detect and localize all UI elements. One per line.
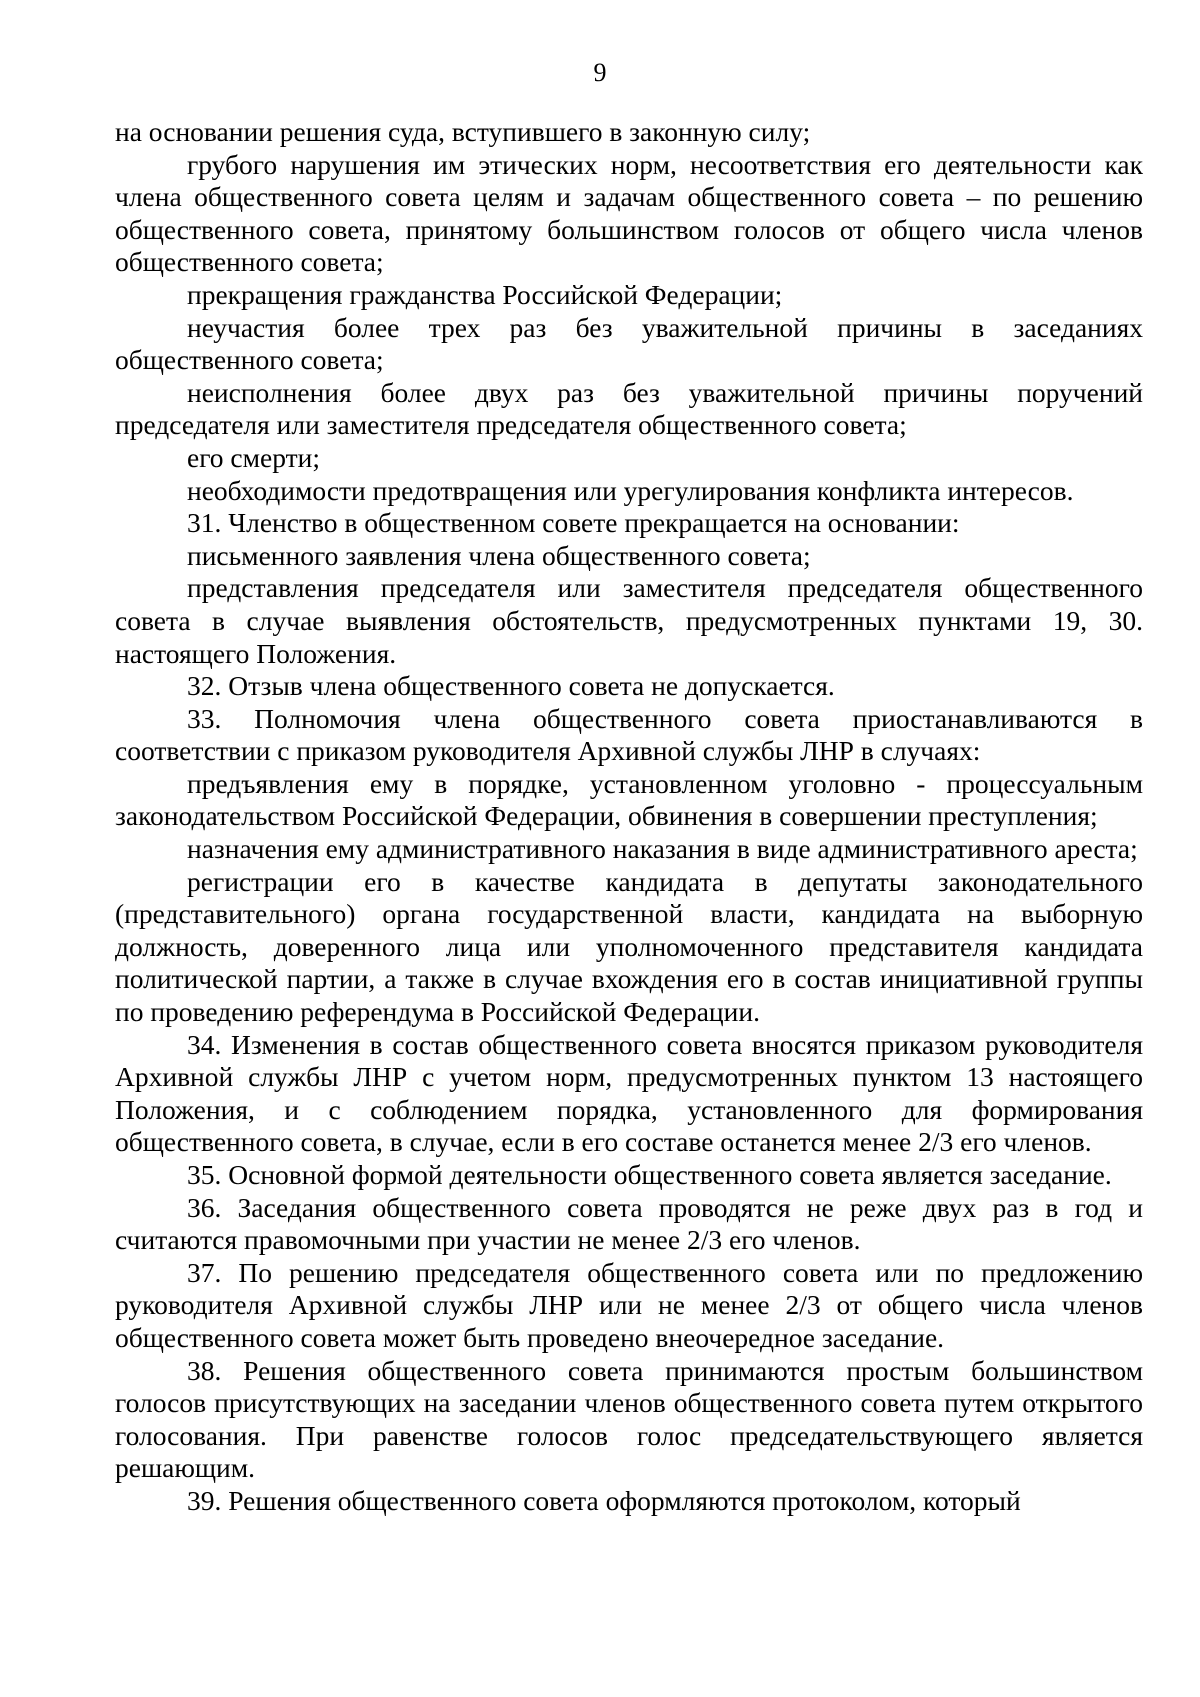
paragraph-item-39: 39. Решения общественного совета оформляются протоколом, который [187, 1484, 1021, 1516]
paragraph-item-35: 35. Основной формой деятельности общественного совета является заседание. [187, 1159, 1112, 1190]
paragraph: грубого нарушения им этических норм, несоответствия его деятельности как члена общественного совета целям и задачам общественного совета – по решению общественного совета, принятому большинством голосов от общего числа членов общественного совета; [115, 148, 1143, 278]
paragraph: его смерти; [187, 441, 321, 473]
paragraph-item-38: 38. Решения общественного совета принимаются простым большинством голосов присутствующих на заседании членов общественного совета путем открытого голосования. При равенстве голосов голос председательствующего является решающим. [115, 1354, 1143, 1484]
paragraph: прекращения гражданства Российской Федерации; [187, 278, 783, 310]
paragraph: необходимости предотвращения или урегулирования конфликта интересов. [187, 474, 1074, 506]
paragraph-item-32: 32. Отзыв члена общественного совета не допускается. [187, 670, 835, 702]
paragraph: регистрации его в качестве кандидата в депутаты законодательного (представительного) органа государственной власти, кандидата на выборную должность, доверенного лица или уполномоченного представителя кандидата политической партии, а также в случае вхождения его в состав инициативной группы по проведению референдума в Российской Федерации. [115, 865, 1143, 1028]
paragraph-item-31: 31. Членство в общественном совете прекращается на основании: [187, 507, 960, 539]
paragraph: на основании решения суда, вступившего в законную силу; [115, 116, 811, 147]
paragraph: письменного заявления члена общественного совета; [187, 539, 811, 571]
paragraph-item-36: 36. Заседания общественного совета проводятся не реже двух раз в год и считаются правомочными при участии не менее 2/3 его членов. [115, 1191, 1143, 1256]
paragraph-item-33: 33. Полномочия члена общественного совета приостанавливаются в соответствии с приказом руководителя Архивной службы ЛНР в случаях: [115, 702, 1143, 767]
paragraph: неучастия более трех раз без уважительной причины в заседаниях общественного совета; [115, 311, 1143, 376]
document-body [115, 116, 1143, 1518]
paragraph-item-37: 37. По решению председателя общественного совета или по предложению руководителя Архивной службы ЛНР или не менее 2/3 от общего числа членов общественного совета может быть проведено внеочередное заседание. [115, 1256, 1143, 1353]
paragraph: неисполнения более двух раз без уважительной причины поручений председателя или заместителя председателя общественного совета; [115, 376, 1143, 441]
paragraph-item-34: 34. Изменения в состав общественного совета вносятся приказом руководителя Архивной службы ЛНР с учетом норм, предусмотренных пунктом 13 настоящего Положения, и с соблюдением порядка, установленного для формирования общественного совета, в случае, если в его составе останется менее 2/3 его членов. [115, 1028, 1143, 1158]
page-number: 9 [593, 58, 607, 87]
paragraph: предъявления ему в порядке, установленном уголовно - процессуальным законодательством Российской Федерации, обвинения в совершении преступления; [115, 767, 1143, 832]
paragraph: назначения ему административного наказания в виде административного ареста; [187, 833, 1138, 865]
paragraph: представления председателя или заместителя председателя общественного совета в случае выявления обстоятельств, предусмотренных пунктами 19, 30. настоящего Положения. [115, 572, 1143, 669]
